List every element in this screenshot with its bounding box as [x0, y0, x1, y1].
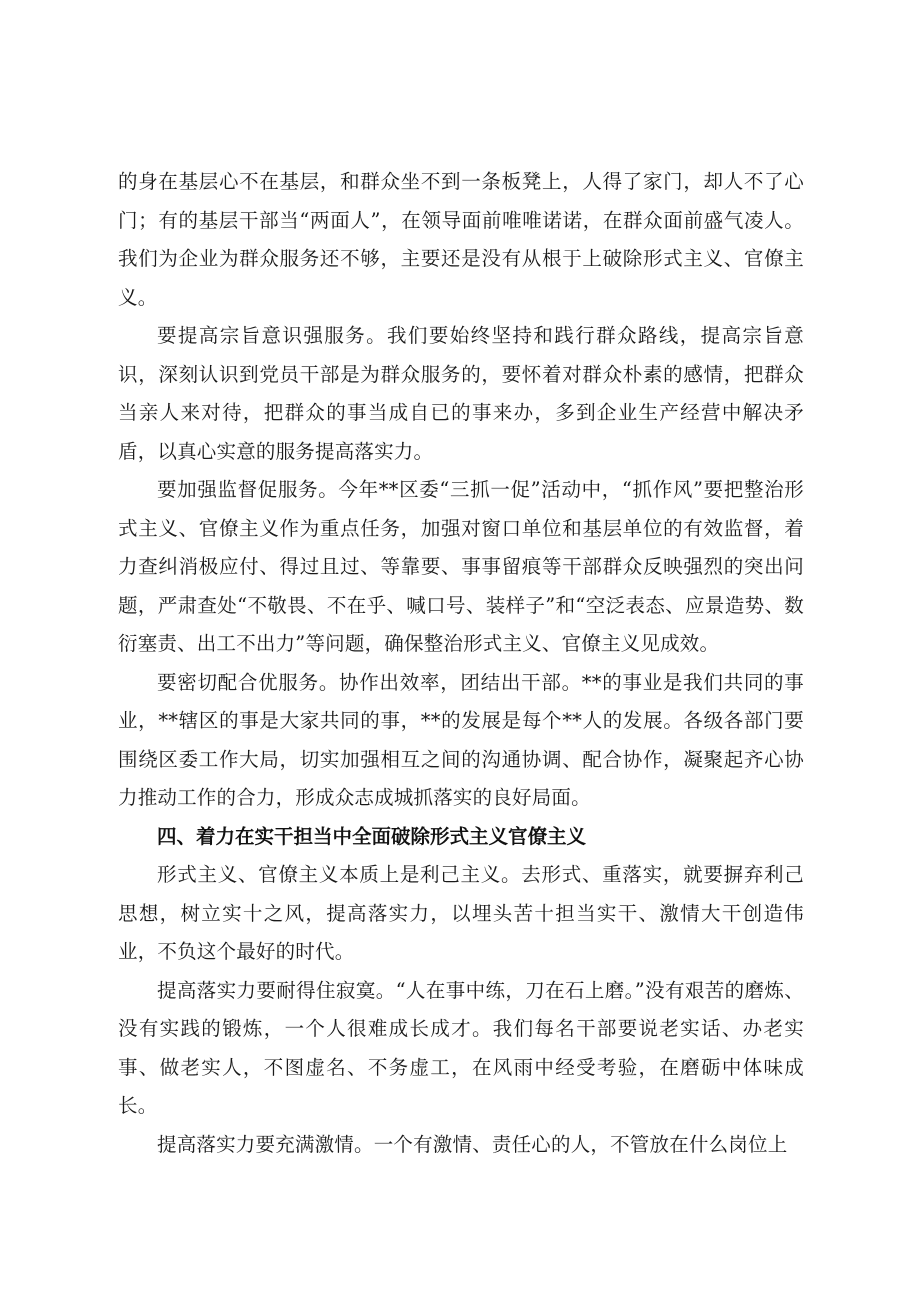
- paragraph-continued: 的身在基层心不在基层，和群众坐不到一条板凳上，人得了家门，却人不了心门；有的基层干部当“两面人”，在领导面前唯唯诺诺，在群众面前盛气凌人。我们为企业为群众服务还不够，主要还是没有从根于上破除形式主义、官僚主义。: [118, 170, 804, 309]
- paragraph-cooperation: 要密切配合优服务。协作出效率，团结出干部。**的事业是我们共同的事业，**辖区的事是大家共同的事，**的发展是每个**人的发展。各级各部门要围绕区委工作大局，切实加强相互之间的沟通协调、配合协作，凝聚起齐心协力推动工作的合力，形成众志成城抓落实的良好局面。: [118, 670, 804, 809]
- paragraph-endure-solitude: 提高落实力要耐得住寂寞。“人在事中练，刀在石上磨。”没有艰苦的磨炼、没有实践的锻炼，一个人很难成长成才。我们每名干部要说老实话、办老实事、做老实人，不图虚名、不务虚工，在风雨中经受考验，在磨砺中体味成长。: [118, 978, 804, 1117]
- paragraph-service-purpose: 要提高宗旨意识强服务。我们要始终坚持和践行群众路线，提高宗旨意识，深刻认识到党员干部是为群众服务的，要怀着对群众朴素的感情，把群众当亲人来对待，把群众的事当成自已的事来办，多到企业生产经营中解决矛盾，以真心实意的服务提高落实力。: [118, 324, 804, 463]
- paragraph-supervision: 要加强监督促服务。今年**区委“三抓一促”活动中，“抓作风”要把整治形式主义、官僚主义作为重点任务，加强对窗口单位和基层单位的有效监督，着力查纠消极应付、得过且过、等靠要、事事留痕等干部群众反映强烈的突出问题，严肃查处“不敬畏、不在乎、喊口号、装样子”和“空泛表态、应景造势、数衍塞责、出工不出力”等问题，确保整治形式主义、官僚主义见成效。: [118, 478, 804, 655]
- paragraph-passion: 提高落实力要充满激情。一个有激情、责任心的人，不管放在什么岗位上: [157, 1132, 788, 1156]
- document-body: [118, 163, 804, 1164]
- paragraph-essence: 形式主义、官僚主义本质上是利己主义。去形式、重落实，就要摒弃利己思想，树立实十之风，提高落实力，以埋头苦十担当实干、激情大干创造伟业，不负这个最好的时代。: [118, 863, 804, 963]
- section-heading-four: 四、着力在实干担当中全面破除形式主义官僚主义: [157, 824, 587, 848]
